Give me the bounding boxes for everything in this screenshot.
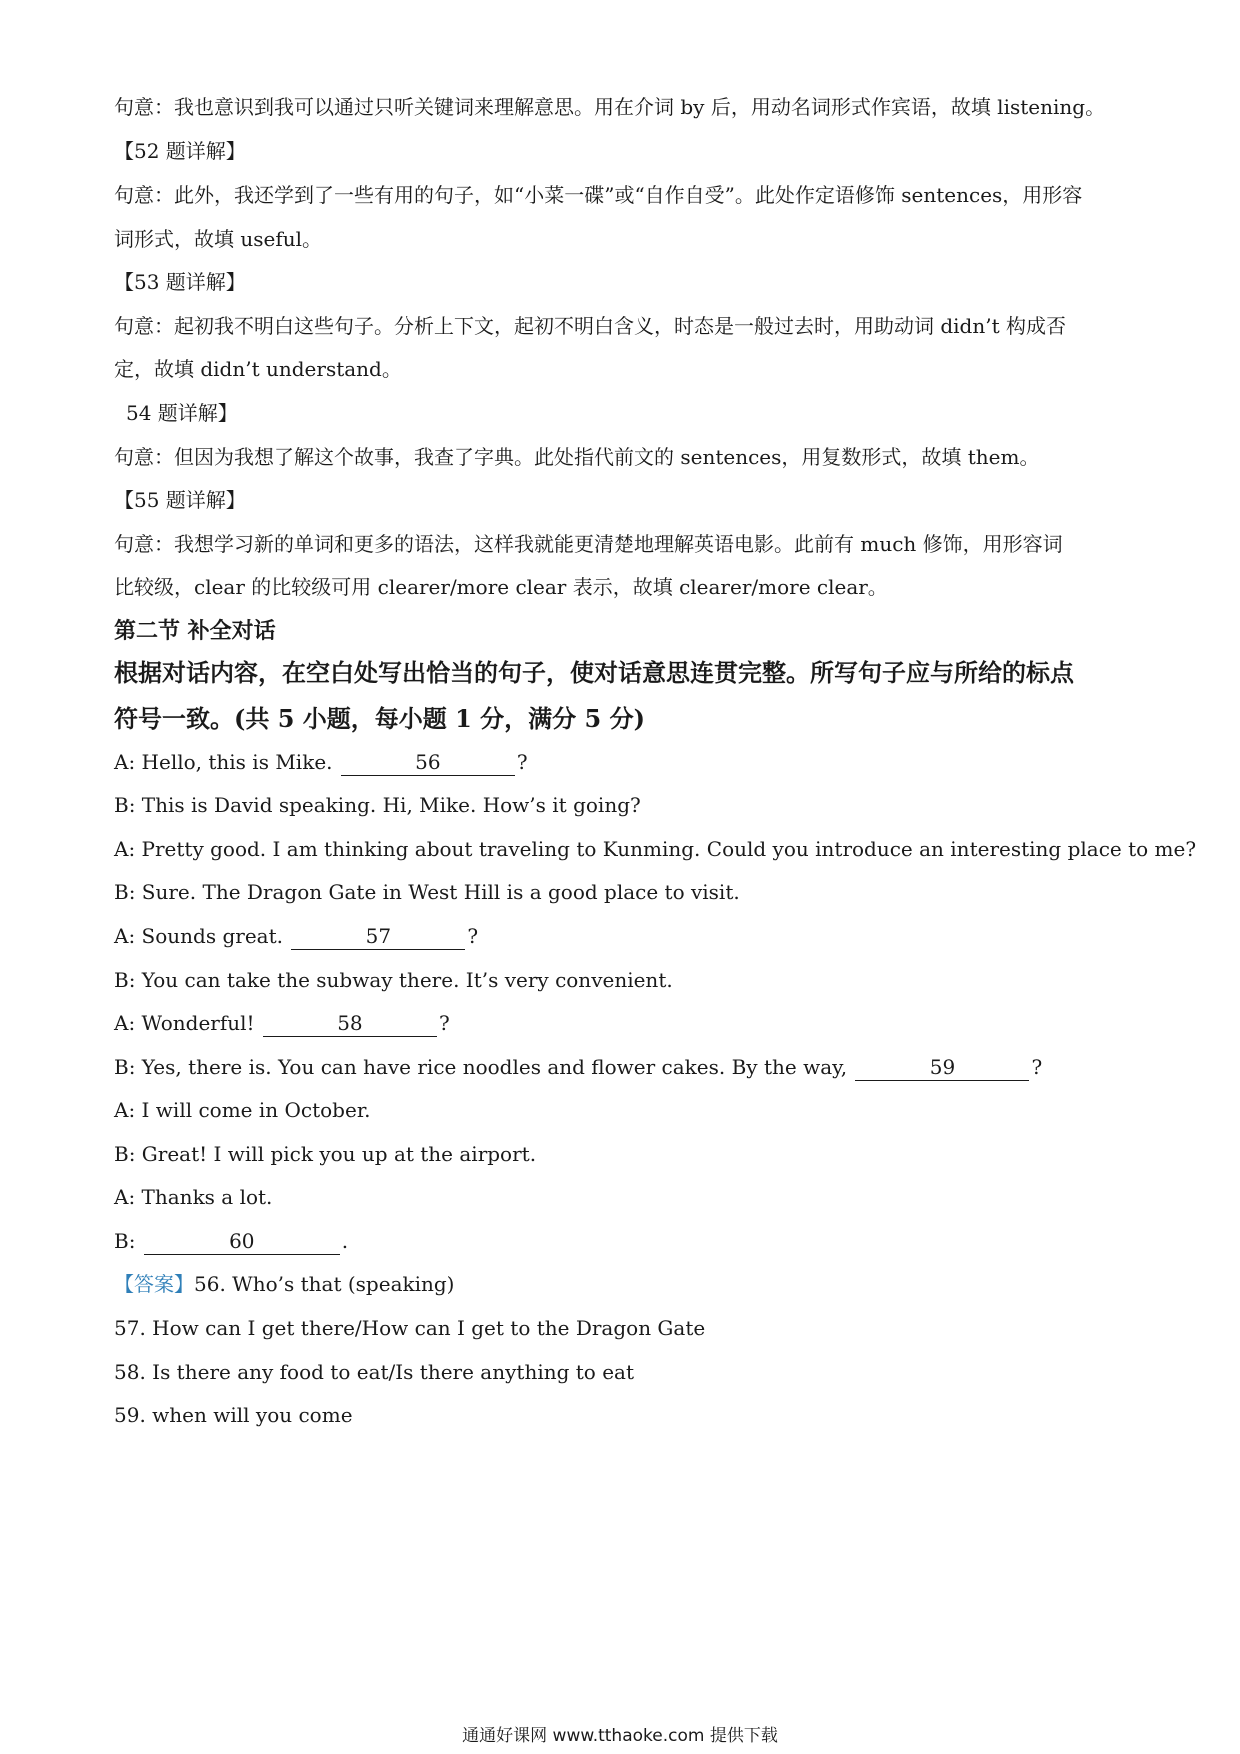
dialogue-line-7 — [114, 1008, 1140, 1038]
dialogue-line-9: A: I will come in October. — [114, 1098, 371, 1122]
answer-blank-60[interactable]: 60 — [144, 1228, 340, 1255]
section-instruction-line2: 符号一致。(共 5 小题，每小题 1 分，满分 5 分) — [114, 704, 645, 733]
dialogue-line-2: B: This is David speaking. Hi, Mike. How’s it going? — [114, 793, 641, 817]
dialogue-punct: ? — [438, 1011, 450, 1035]
dialogue-text: B: — [114, 1229, 136, 1253]
dialogue-line-3: A: Pretty good. I am thinking about traveling to Kunming. Could you introduce an interesting place to me? — [114, 837, 1197, 861]
dialogue-punct: . — [341, 1229, 349, 1253]
section-instruction-line1: 根据对话内容，在空白处写出恰当的句子，使对话意思连贯完整。所写句子应与所给的标点 — [114, 658, 1074, 687]
page-footer: 通通好课网 www.tthaoke.com 提供下载 — [462, 1726, 778, 1746]
answer-blank-59[interactable]: 59 — [855, 1054, 1029, 1081]
dialogue-line-1 — [114, 747, 1140, 777]
dialogue-line-11: A: Thanks a lot. — [114, 1185, 273, 1209]
dialogue-punct: ? — [1031, 1055, 1043, 1079]
dialogue-line-6: B: You can take the subway there. It’s very convenient. — [114, 968, 673, 992]
section-heading: 第二节 补全对话 — [114, 618, 276, 644]
answer-label: 【答案】 — [114, 1272, 194, 1296]
dialogue-text: B: Yes, there is. You can have rice noodles and flower cakes. By the way, — [114, 1055, 848, 1079]
dialogue-line-8 — [114, 1052, 1140, 1082]
q55-explanation-line1: 句意：我想学习新的单词和更多的语法，这样我就能更清楚地理解英语电影。此前有 much 修饰，用形容词 — [114, 532, 1063, 556]
q52-title: 【52 题详解】 — [114, 139, 246, 163]
q51-explanation: 句意：我也意识到我可以通过只听关键词来理解意思。用在介词 by 后，用动名词形式作宾语，故填 listening。 — [114, 95, 1106, 119]
answer-line-56 — [114, 1269, 1140, 1299]
q52-explanation-line2: 词形式，故填 useful。 — [114, 227, 323, 251]
q54-explanation: 句意：但因为我想了解这个故事，我查了字典。此处指代前文的 sentences，用复数形式，故填 them。 — [114, 445, 1040, 469]
answer-blank-57[interactable]: 57 — [291, 923, 465, 950]
q55-title: 【55 题详解】 — [114, 488, 246, 512]
q53-explanation-line1: 句意：起初我不明白这些句子。分析上下文，起初不明白含义，时态是一般过去时，用助动词 didn’t 构成否 — [114, 314, 1066, 338]
answer-line-59: 59. when will you come — [114, 1403, 353, 1427]
q53-explanation-line2: 定，故填 didn’t understand。 — [114, 357, 402, 381]
dialogue-punct: ? — [516, 750, 528, 774]
answer-blank-56[interactable]: 56 — [341, 749, 515, 776]
dialogue-text: A: Sounds great. — [114, 924, 283, 948]
q53-title: 【53 题详解】 — [114, 270, 246, 294]
dialogue-punct: ? — [467, 924, 479, 948]
q52-explanation-line1: 句意：此外，我还学到了一些有用的句子，如“小菜一碟”或“自作自受”。此处作定语修饰 sentences，用形容 — [114, 183, 1083, 207]
q54-title: 54 题详解】 — [126, 401, 238, 425]
answer-line-58: 58. Is there any food to eat/Is there anything to eat — [114, 1360, 634, 1384]
dialogue-line-10: B: Great! I will pick you up at the airport. — [114, 1142, 537, 1166]
answer-56: 56. Who’s that (speaking) — [194, 1272, 455, 1296]
dialogue-line-12 — [114, 1226, 1140, 1256]
dialogue-text: A: Wonderful! — [114, 1011, 255, 1035]
dialogue-text: A: Hello, this is Mike. — [114, 750, 333, 774]
answer-line-57: 57. How can I get there/How can I get to the Dragon Gate — [114, 1316, 706, 1340]
dialogue-line-4: B: Sure. The Dragon Gate in West Hill is a good place to visit. — [114, 880, 740, 904]
answer-blank-58[interactable]: 58 — [263, 1010, 437, 1037]
dialogue-line-5 — [114, 921, 1140, 951]
q55-explanation-line2: 比较级，clear 的比较级可用 clearer/more clear 表示，故填 clearer/more clear。 — [114, 575, 888, 599]
